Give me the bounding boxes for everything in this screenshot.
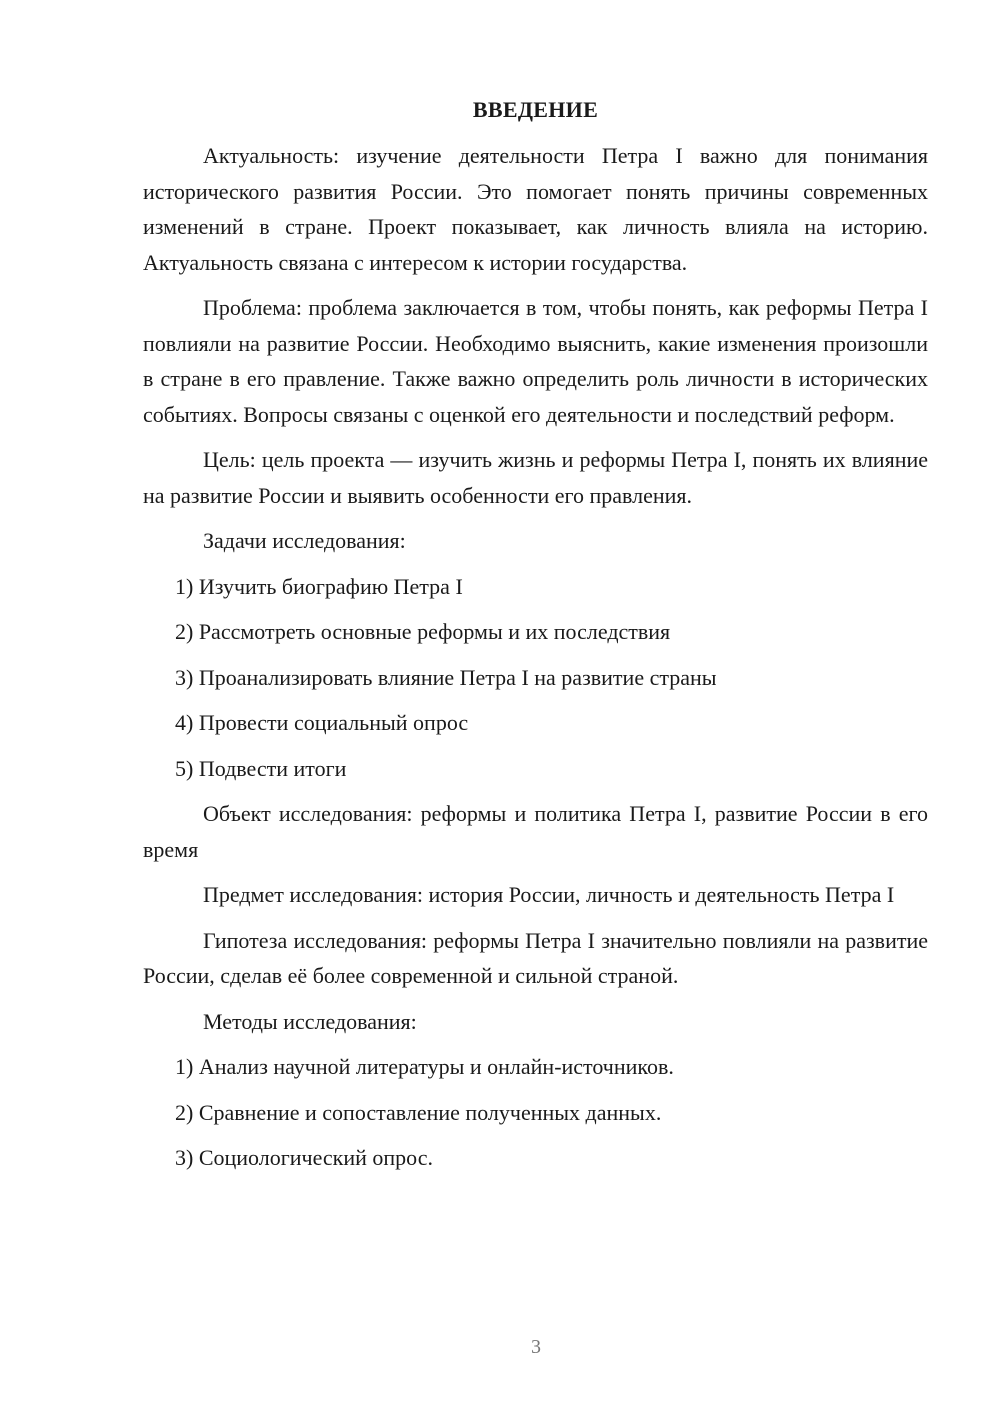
method-item-3: 3) Социологический опрос. bbox=[175, 1145, 433, 1170]
task-item-5: 5) Подвести итоги bbox=[175, 755, 347, 781]
method-item-2: 2) Сравнение и сопоставление полученных данных. bbox=[175, 1099, 662, 1125]
hypothesis-paragraph: Гипотеза исследования: реформы Петра I значительно повлияли на развитие России, сделав её более современной и сильной страной. bbox=[143, 927, 928, 988]
task-item-4: 4) Провести социальный опрос bbox=[175, 710, 469, 735]
relevance-paragraph: Актуальность: изучение деятельности Петра I важно для понимания исторического развития России. Это помогает понять причины современных изменений в стране. Проект показывает, как личность влияла на историю. Актуальность связана с интересом к истории государства. bbox=[143, 143, 928, 275]
subject-paragraph: Предмет исследования: история России, личность и деятельность Петра I bbox=[203, 882, 895, 907]
task-item-2: 2) Рассмотреть основные реформы и их последствия bbox=[175, 619, 671, 644]
task-item-1: 1) Изучить биографию Петра I bbox=[175, 573, 463, 599]
problem-paragraph: Проблема: проблема заключается в том, чтобы понять, как реформы Петра I повлияли на развитие России. Необходимо выяснить, какие изменения произошли в стране в его правление. Также важно определить роль личности в исторических событиях. Вопросы связаны с оценкой его деятельности и последствий реформ. bbox=[143, 295, 928, 427]
task-item-3: 3) Проанализировать влияние Петра I на развитие страны bbox=[175, 664, 717, 690]
method-item-1: 1) Анализ научной литературы и онлайн-источников. bbox=[175, 1054, 674, 1079]
document-page bbox=[143, 96, 928, 1186]
methods-label: Методы исследования: bbox=[203, 1008, 417, 1034]
goal-paragraph: Цель: цель проекта — изучить жизнь и реформы Петра I, понять их влияние на развитие России и выявить особенности его правления. bbox=[143, 447, 928, 508]
object-paragraph: Объект исследования: реформы и политика Петра I, развитие России в его время bbox=[143, 801, 928, 862]
tasks-label: Задачи исследования: bbox=[203, 528, 406, 553]
page-number: 3 bbox=[531, 1336, 541, 1358]
section-heading: ВВЕДЕНИЕ bbox=[472, 97, 599, 122]
